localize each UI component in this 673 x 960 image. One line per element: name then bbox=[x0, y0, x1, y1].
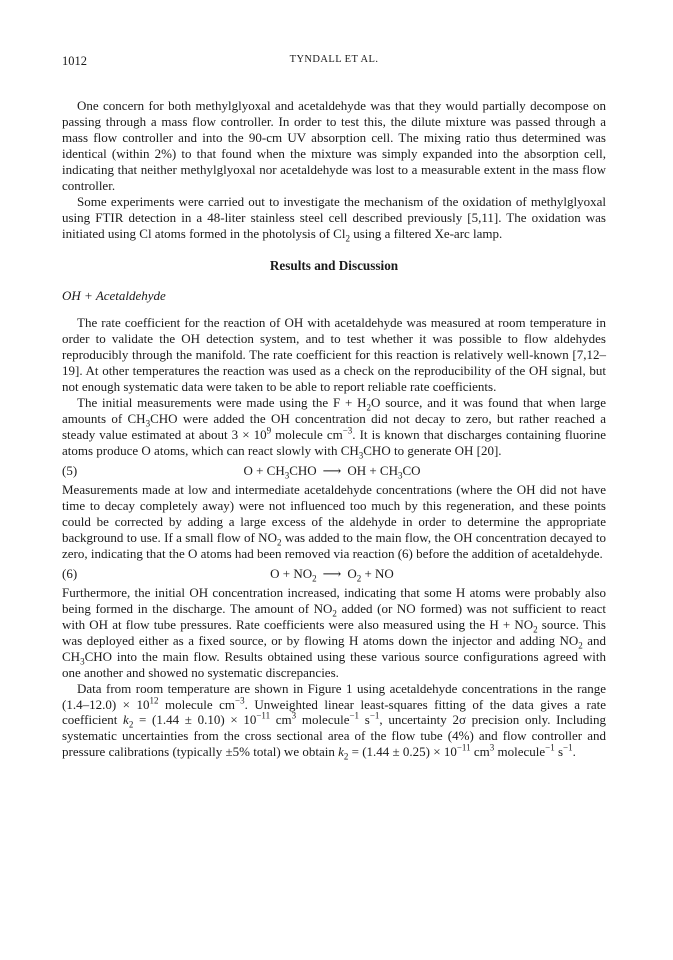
page-number: 1012 bbox=[62, 54, 87, 68]
equation-6 bbox=[62, 564, 606, 584]
subsection-heading-oh-acetaldehyde: OH + Acetaldehyde bbox=[62, 287, 166, 303]
paragraph-rate-coefficient-intro: The rate coefficient for the reaction of OH with acetaldehyde was measured at room temperature in order to validate the OH detection system, and to test whether it was possible to flow aldehydes reproducibly through the manifold. The rate coefficient for this reaction is relatively well-known [7,12–19]. At other temperatures the reaction was used as a check on the reproducibility of the OH signal, but not enough systematic data were taken to be able to report reliable rate coefficients. bbox=[62, 315, 606, 395]
reaction-arrow-icon: ⟶ bbox=[322, 463, 342, 479]
paragraph-room-temperature-data: Data from room temperature are shown in Figure 1 using acetaldehyde concentrations in the range $(1.4-12.0) \times 10^{12}$ molecule $cm^{-3}$. Unweighted linear least-squares fitting of the data gives a rate coefficient $k_2 = (1.44 \pm 0.10) \times 10^{-11}$ $cm^3$ molecule$^{-1}$ $s^{-1}$, uncertainty 2σ precision only. Including systematic uncertainties from the cross sectional area of the flow tube (4%) and flow controller and pressure calibrations (typically ±5% total) we obtain $k_2 = (1.44 \pm 0.25) \times 10^{-11}$ $cm^3$ molecule$^{-1}$ $s^{-1}$. bbox=[62, 680, 607, 762]
running-header bbox=[62, 54, 606, 70]
section-heading-results: Results and Discussion bbox=[269, 257, 399, 273]
reaction-arrow-icon: ⟶ bbox=[322, 565, 342, 581]
body-text bbox=[62, 98, 606, 760]
equation-number: (6) bbox=[62, 565, 78, 581]
paragraph-source-configurations: Furthermore, the initial OH concentration increased, indicating that some H atoms were probably also being formed in the discharge. The amount of $NO_2$ added (or NO formed) was not sufficient to react with OH at flow tube pressures. Rate coefficients were also measured using the $H + NO_2$ source. This was deployed either as a fixed source, or by flowing H atoms down the injector and adding $NO_2$ and $CH_3CHO$ into the main flow. Results obtained using these various source configurations agreed with one another and showed no systematic discrepancies. bbox=[62, 584, 606, 680]
paragraph-ftir-experiments: Some experiments were carried out to investigate the mechanism of the oxidation of methylglyoxal using FTIR detection in a 48-liter stainless steel cell described previously [5,11]. The oxidation was initiated using Cl atoms formed in the photolysis of $Cl_2$ using a filtered Xe-arc lamp. bbox=[62, 193, 606, 244]
running-head-authors: TYNDALL ET AL. bbox=[289, 54, 379, 65]
equation-body: $O + CH_3CHO$ ⟶ OH + $CH_3CO$ bbox=[243, 463, 421, 481]
equation-number: (5) bbox=[62, 463, 78, 479]
equation-body: $O + NO_2$ ⟶ $O_2$ + NO bbox=[270, 565, 394, 584]
paragraph-mass-flow-test: One concern for both methylglyoxal and acetaldehyde was that they would partially decompose on passing through a mass flow controller. In order to test this, the dilute mixture was passed through a mass flow controller and into the 90-cm UV absorption cell. The mixing ratio thus determined was identical (within 2%) to that found when the mixture was simply expanded into the absorption cell, indicating that neither methylglyoxal nor acetaldehyde was lost to a measurable extent in the mass flow controller. bbox=[62, 98, 606, 193]
paragraph-regeneration: Measurements made at low and intermediate acetaldehyde concentrations (where the OH did not have time to decay completely away) were not influenced too much by this regeneration, and these points could be corrected by adding a large excess of the aldehyde in order to determine the appropriate background to use. If a small flow of $NO_2$ was added to the main flow, the OH concentration decayed to zero, indicating that the O atoms had been removed via reaction (6) before the addition of acetaldehyde. bbox=[62, 482, 606, 561]
paragraph-initial-measurements: The initial measurements were made using the $F + H_2O$ source, and it was found that when large amounts of $CH_3CHO$ were added the OH concentration did not decay to zero, but rather reached a steady value estimated at about $3 \times 10^9$ molecule $cm^{-3}$. It is known that discharges containing fluorine atoms produce O atoms, which can react slowly with $CH_3CHO$ to generate OH [20]. bbox=[62, 395, 607, 461]
equation-5 bbox=[62, 461, 606, 481]
